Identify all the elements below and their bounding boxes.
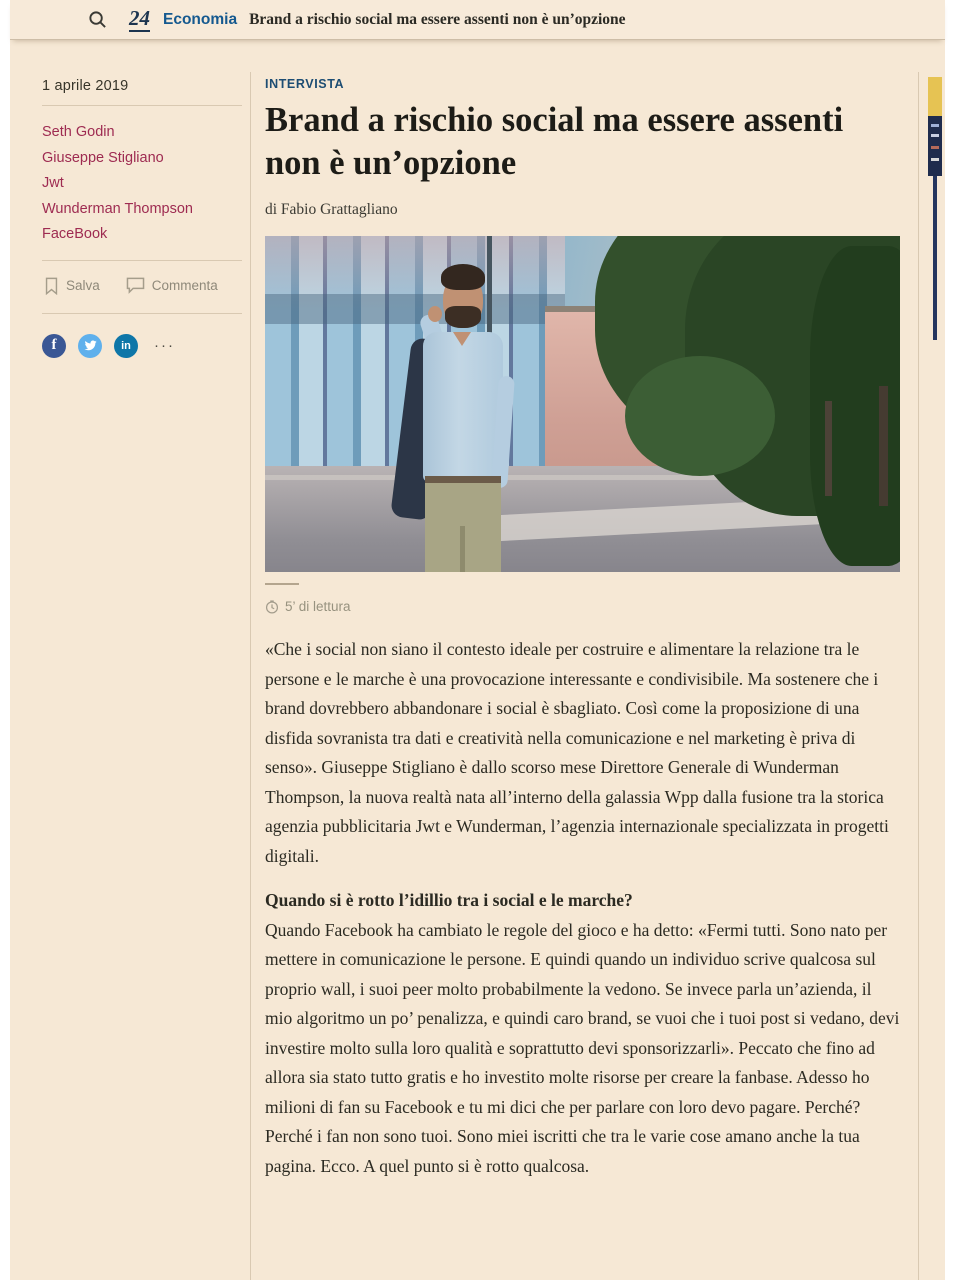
article-byline: di Fabio Grattagliano: [265, 201, 398, 218]
comment-button[interactable]: [126, 277, 218, 294]
page-background: [10, 0, 945, 1280]
save-label: Salva: [66, 278, 100, 293]
sole24ore-logo[interactable]: 24: [129, 5, 150, 30]
share-twitter-button[interactable]: [78, 334, 102, 358]
search-icon[interactable]: [88, 10, 107, 29]
vertical-divider: [918, 72, 919, 1280]
section-link-economia[interactable]: Economia: [163, 10, 238, 28]
article-sidebar: [42, 40, 242, 358]
share-buttons: [42, 326, 242, 358]
read-time-label: 5’ di lettura: [285, 599, 351, 614]
tag-link[interactable]: Seth Godin: [42, 124, 115, 140]
article-headline: Brand a rischio social ma essere assenti non è un’opzione: [265, 101, 844, 182]
twitter-bird-icon: [84, 339, 97, 352]
article-actions: [42, 273, 242, 301]
tag-link[interactable]: Giuseppe Stigliano: [42, 149, 164, 166]
article-question-answer: [265, 886, 900, 1181]
article-paragraph: «Che i social non siano il contesto ideale per costruire e alimentare la relazione tra le persone e le marche è una provocazione interessante e condivisibile. Ma sostenere che i brand dovrebbero abbandonare i social è sbagliato. Così come la proposizione di una disfida sovranista tra dati e creatività nella comunicazione e nel marketing è priva di senso». Giuseppe Stigliano è dallo scorso mese Direttore Generale di Wunderman Thompson, la nuova realtà nata all’interno della galassia Wpp dalla fusione tra la storica agenzia pubblicitaria Jwt e Wunderman, l’agenzia internazionale specializzata in progetti digitali.: [265, 639, 889, 866]
interview-answer: Quando Facebook ha cambiato le regole del gioco e ha detto: «Fermi tutti. Sono nato per mettere in comunicazione le persone. E quindi quando un individuo scrive qualcosa sul proprio wall, i suoi peer molto probabilmente la vedono. Se invece parla un’azienda, il mio algoritmo un po’ penalizza, e quindi caro brand, se vuoi che i tuoi post si vedano, devi investire molto sulla loro qualità e soprattutto devi sponsorizzarli». Peccato che fino ad allora sia stato tutto gratis e ho investito molte risorse per creare la fanbase. Adesso ho milioni di fan su Facebook e tu mi dici che per parlare con loro devo pagare. Perché? Perché i fan non sono tuoi. Sono miei iscritti che tra le varie cose amano anche la tua pagina. Ecco. A quel punto si è rotto qualcosa.: [265, 919, 900, 1176]
article-photo: [265, 236, 900, 572]
more-share-options-button[interactable]: ···: [154, 336, 175, 354]
caption-divider: [265, 583, 299, 585]
clock-icon: [265, 600, 279, 614]
comment-icon: [126, 277, 145, 294]
top-navigation-bar: [10, 0, 945, 40]
divider: [42, 105, 242, 106]
article-main-column: [265, 40, 900, 1181]
tag-link[interactable]: FaceBook: [42, 226, 108, 242]
article-kicker[interactable]: INTERVISTA: [265, 77, 345, 91]
interview-question: Quando si è rotto l’idillio tra i social e le marche?: [265, 890, 633, 910]
share-linkedin-button[interactable]: in: [114, 334, 138, 358]
photo-man: [423, 332, 503, 482]
tag-list: [42, 120, 242, 248]
topbar-article-title: Brand a rischio social ma essere assenti non è un’opzione: [249, 10, 626, 28]
comment-label: Commenta: [151, 278, 218, 293]
right-rail-widget-cutoff: [928, 77, 942, 340]
divider: [42, 260, 242, 261]
bookmark-icon: [44, 277, 59, 295]
read-time: [265, 599, 900, 614]
tag-link[interactable]: Wunderman Thompson: [42, 200, 193, 217]
divider: [42, 313, 242, 314]
menu-icon[interactable]: [47, 13, 67, 27]
share-facebook-button[interactable]: f: [42, 334, 66, 358]
save-button[interactable]: [44, 277, 100, 295]
tag-link[interactable]: Jwt: [42, 175, 64, 191]
vertical-divider: [250, 72, 251, 1280]
publish-date: 1 aprile 2019: [42, 78, 129, 94]
